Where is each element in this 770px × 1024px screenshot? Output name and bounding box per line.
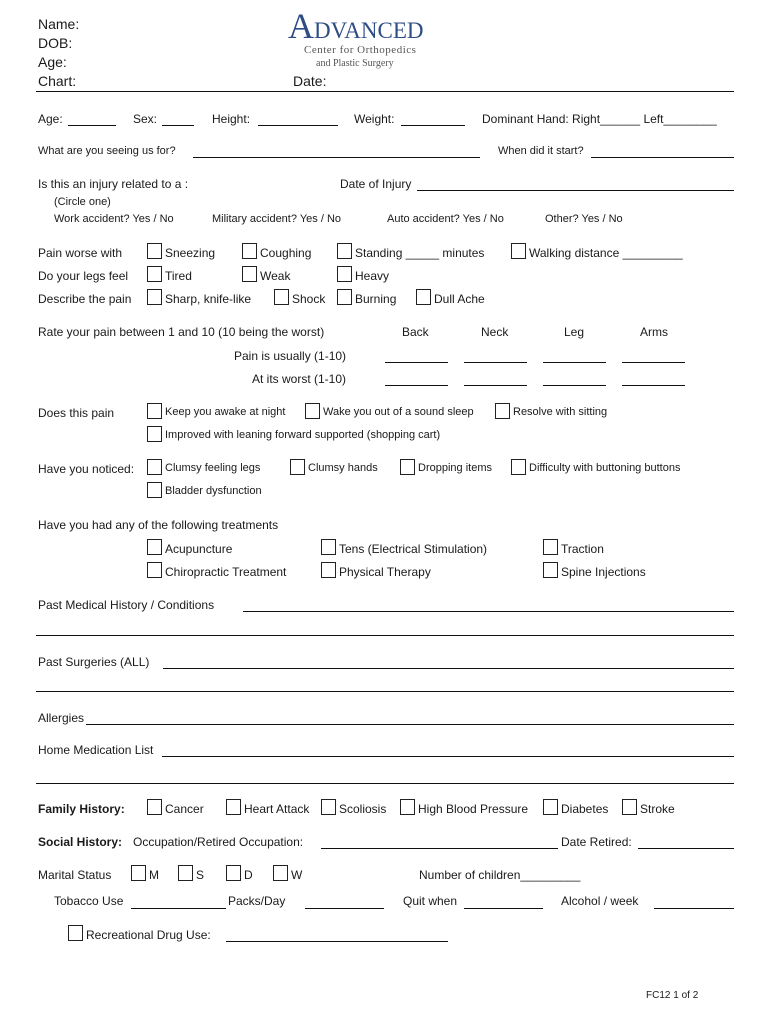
heart-attack-checkbox[interactable] [226,799,241,815]
buttoning-checkbox[interactable] [511,459,526,475]
tens-checkbox[interactable] [321,539,336,555]
allergies-field[interactable] [86,724,734,725]
recreational-drug-label: Recreational Drug Use: [86,928,211,942]
walking-checkbox[interactable] [511,243,526,259]
recreational-drug-field[interactable] [226,941,448,942]
age-field[interactable] [68,125,116,126]
stroke-label: Stroke [640,802,675,816]
chart-label: Chart: [38,73,77,89]
col-neck: Neck [481,325,509,339]
physical-therapy-checkbox[interactable] [321,562,336,578]
heart-attack-label: Heart Attack [244,802,310,816]
dull-ache-checkbox[interactable] [416,289,431,305]
tobacco-label: Tobacco Use [54,894,124,908]
burning-label: Burning [355,292,397,306]
marital-s-label: S [196,868,205,882]
col-leg: Leg [564,325,585,339]
marital-status-label: Marital Status [38,868,112,882]
occupation-field[interactable] [321,848,558,849]
family-history-label: Family History: [38,802,125,816]
col-back: Back [402,325,429,339]
usually-neck-field[interactable] [464,362,527,363]
pain-usually-label: Pain is usually (1-10) [234,349,347,363]
marital-w-label: W [291,868,303,882]
start-field[interactable] [591,157,734,158]
other-accident-option[interactable]: Other? Yes / No [545,213,623,225]
alcohol-field[interactable] [654,908,734,909]
marital-d-checkbox[interactable] [226,865,241,881]
age-label: Age: [38,54,67,70]
scoliosis-label: Scoliosis [339,802,387,816]
awake-label: Keep you awake at night [165,406,286,418]
start-label: When did it start? [498,145,584,157]
standing-label: Standing _____ minutes [355,246,485,260]
weight-field[interactable] [401,125,465,126]
date-retired-label: Date Retired: [561,835,632,849]
worst-leg-field[interactable] [543,385,606,386]
tired-label: Tired [165,269,192,283]
awake-checkbox[interactable] [147,403,162,419]
recreational-drug-checkbox[interactable] [68,925,83,941]
past-medical-field-line2[interactable] [36,635,734,636]
diabetes-checkbox[interactable] [543,799,558,815]
pain-worse-label: Pain worse with [38,246,123,260]
bladder-checkbox[interactable] [147,482,162,498]
standing-checkbox[interactable] [337,243,352,259]
tens-label: Tens (Electrical Stimulation) [339,542,488,556]
legs-feel-label: Do your legs feel [38,269,129,283]
treatments-label: Have you had any of the following treatments [38,518,279,532]
sex-label: Sex: [133,112,158,126]
marital-d-label: D [244,868,253,882]
coughing-label: Coughing [260,246,312,260]
children-field[interactable]: Number of children_________ [419,868,581,882]
high-blood-pressure-checkbox[interactable] [400,799,415,815]
logo-subtitle-2: and Plastic Surgery [316,58,394,69]
date-label: Date: [293,73,327,89]
dropping-items-checkbox[interactable] [400,459,415,475]
logo-word: DVANCED [314,18,424,43]
leaning-forward-label: Improved with leaning forward supported (shopping cart) [165,429,441,441]
marital-m-checkbox[interactable] [131,865,146,881]
medication-label: Home Medication List [38,743,154,757]
spine-injections-label: Spine Injections [561,565,646,579]
pain-worst-label: At its worst (1-10) [252,372,347,386]
logo [288,6,438,72]
tired-checkbox[interactable] [147,266,162,282]
usually-back-field[interactable] [385,362,448,363]
acupuncture-label: Acupuncture [165,542,233,556]
stroke-checkbox[interactable] [622,799,637,815]
clumsy-legs-label: Clumsy feeling legs [165,462,261,474]
usually-arms-field[interactable] [622,362,685,363]
weight-label: Weight: [354,112,395,126]
resolve-sitting-checkbox[interactable] [495,403,510,419]
circle-one-note: (Circle one) [54,196,111,208]
spine-injections-checkbox[interactable] [543,562,558,578]
sneezing-label: Sneezing [165,246,216,260]
injury-question: Is this an injury related to a : [38,177,189,191]
dob-label: DOB: [38,35,73,51]
dull-ache-label: Dull Ache [434,292,485,306]
worst-back-field[interactable] [385,385,448,386]
height-field[interactable] [258,125,338,126]
scoliosis-checkbox[interactable] [321,799,336,815]
weak-checkbox[interactable] [242,266,257,282]
alcohol-label: Alcohol / week [561,894,639,908]
chiropractic-checkbox[interactable] [147,562,162,578]
cancer-checkbox[interactable] [147,799,162,815]
cancer-label: Cancer [165,802,204,816]
leaning-forward-checkbox[interactable] [147,426,162,442]
shock-label: Shock [292,292,326,306]
buttoning-label: Difficulty with buttoning buttons [529,462,681,474]
seeing-field[interactable] [193,157,480,158]
sneezing-checkbox[interactable] [147,243,162,259]
sex-field[interactable] [162,125,194,126]
wake-sleep-checkbox[interactable] [305,403,320,419]
logo-first-letter: A [288,6,314,46]
social-history-label: Social History: [38,835,123,849]
usually-leg-field[interactable] [543,362,606,363]
clumsy-hands-checkbox[interactable] [290,459,305,475]
past-medical-field[interactable] [243,611,734,612]
header-divider [36,91,734,92]
heavy-checkbox[interactable] [337,266,352,282]
resolve-sitting-label: Resolve with sitting [513,406,608,418]
burning-checkbox[interactable] [337,289,352,305]
work-accident-option[interactable]: Work accident? Yes / No [54,213,174,225]
walking-label: Walking distance _________ [529,246,683,260]
coughing-checkbox[interactable] [242,243,257,259]
bladder-label: Bladder dysfunction [165,485,262,497]
rate-pain-question: Rate your pain between 1 and 10 (10 being the worst) [38,325,325,339]
worst-arms-field[interactable] [622,385,685,386]
tobacco-field[interactable] [131,908,226,909]
dropping-items-label: Dropping items [418,462,492,474]
sharp-checkbox[interactable] [147,289,162,305]
quit-when-label: Quit when [403,894,458,908]
wake-sleep-label: Wake you out of a sound sleep [323,406,474,418]
logo-subtitle-1: Center for Orthopedics [304,44,417,56]
marital-w-checkbox[interactable] [273,865,288,881]
occupation-label: Occupation/Retired Occupation: [133,835,304,849]
marital-m-label: M [149,868,159,882]
describe-pain-label: Describe the pain [38,292,132,306]
seeing-label: What are you seeing us for? [38,145,176,157]
does-pain-label: Does this pain [38,406,115,420]
chiropractic-label: Chiropractic Treatment [165,565,287,579]
clumsy-legs-checkbox[interactable] [147,459,162,475]
date-retired-field[interactable] [638,848,734,849]
physical-therapy-label: Physical Therapy [339,565,431,579]
worst-neck-field[interactable] [464,385,527,386]
heavy-label: Heavy [355,269,390,283]
noticed-label: Have you noticed: [38,462,135,476]
weak-label: Weak [260,269,291,283]
military-accident-option[interactable]: Military accident? Yes / No [212,213,342,225]
basics-age-label: Age: [38,112,63,126]
past-surgeries-label: Past Surgeries (ALL) [38,655,150,669]
height-label: Height: [212,112,251,126]
traction-checkbox[interactable] [543,539,558,555]
high-blood-pressure-label: High Blood Pressure [418,802,529,816]
diabetes-label: Diabetes [561,802,609,816]
shock-checkbox[interactable] [274,289,289,305]
traction-label: Traction [561,542,604,556]
past-surgeries-field[interactable] [163,668,734,669]
allergies-label: Allergies [38,711,85,725]
packs-day-label: Packs/Day [228,894,286,908]
dominant-hand-field[interactable]: Dominant Hand: Right______ Left________ [482,112,717,126]
injury-date-label: Date of Injury [340,177,412,191]
medication-field-line2[interactable] [36,783,734,784]
page-number: FC12 1 of 2 [646,990,699,1001]
past-surgeries-field-line2[interactable] [36,691,734,692]
acupuncture-checkbox[interactable] [147,539,162,555]
marital-s-checkbox[interactable] [178,865,193,881]
col-arms: Arms [640,325,668,339]
sharp-label: Sharp, knife-like [165,292,252,306]
name-label: Name: [38,16,80,32]
injury-date-field[interactable] [417,190,734,191]
quit-when-field[interactable] [464,908,543,909]
packs-day-field[interactable] [305,908,384,909]
medication-field[interactable] [162,756,734,757]
clumsy-hands-label: Clumsy hands [308,462,378,474]
past-medical-label: Past Medical History / Conditions [38,598,215,612]
auto-accident-option[interactable]: Auto accident? Yes / No [387,213,504,225]
